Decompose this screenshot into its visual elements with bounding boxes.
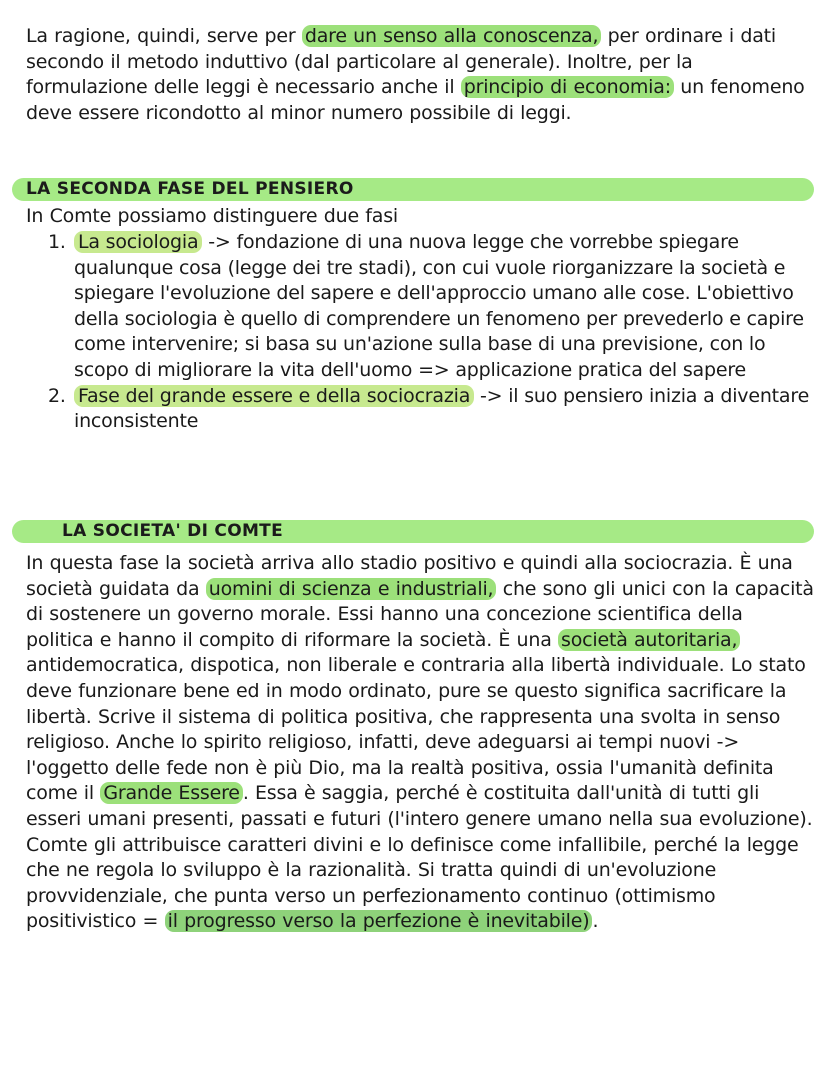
section-heading-seconda-fase [12,178,814,201]
section2-text-3: antidemocratica, dispotica, non liberale e contraria alla libertà individuale. Lo stato deve funzionare bene ed in modo ordinato, pure se questo significa sacrificare la libertà. Scrive il sistema di politica positiva, che rappresenta una svolta in senso religioso. Anche lo spirito religioso, infatti, deve adeguarsi ai tempi nuovi -> l'oggetto delle fede non è più Dio, ma la realtà positiva, ossia l'umanità definita come il [26,654,806,805]
highlight-grande-essere: Grande Essere [100,782,243,804]
section-heading-text: LA SOCIETA' DI COMTE [62,521,283,541]
highlight-principio-economia: principio di economia: [461,76,674,98]
intro-paragraph [26,24,816,126]
section2-paragraph [26,551,816,935]
list-number: 1. [48,231,66,253]
highlight-progresso-perfezione: il progresso verso la perfezione è inevitabile) [165,910,593,932]
list-item [26,230,816,384]
highlight-uomini-scienza: uomini di scienza e industriali, [206,578,497,600]
section1-lead: In Comte possiamo distinguere due fasi [26,205,399,227]
section2-text-4: . Essa è saggia, perché è costituita dall'unità di tutti gli esseri umani presenti, passati e futuri (l'intero genere umano nella sua evoluzione). Comte gli attribuisce caratteri divini e lo definisce come infallibile, perché la legge che ne regola lo sviluppo è la razionalità. Si tratta quindi di un'evoluzione provvidenziale, che punta verso un perfezionamento continuo (ottimismo positivistico = [26,782,813,933]
section2-text-5: . [592,910,599,933]
highlight-grande-essere-sociocrazia: Fase del grande essere e della sociocrazia [74,385,474,407]
highlight-societa-autoritaria: società autoritaria, [558,629,740,651]
list-item-text: -> il suo pensiero inizia a diventare inconsistente [74,384,810,433]
highlight-senso-conoscenza: dare un senso alla conoscenza, [302,25,602,47]
section-heading-societa-comte [12,520,814,543]
highlight-sociologia: La sociologia [74,231,202,253]
section2-text-2: che sono gli unici con la capacità di sostenere un governo morale. Essi hanno una concezione scientifica della politica e hanno il compito di riformare la società. È una [26,577,814,651]
section-heading-text: LA SECONDA FASE DEL PENSIERO [26,179,354,199]
intro-text-2: per ordinare i dati secondo il metodo induttivo (dal particolare al generale). Inoltre, per la formulazione delle leggi è necessario anche il [26,25,776,99]
section2-text-1: In questa fase la società arriva allo stadio positivo e quindi alla sociocrazia. È una società guidata da [26,552,793,600]
intro-text-3: un fenomeno deve essere ricondotto al minor numero possibile di leggi. [26,76,805,124]
intro-text-1: La ragione, quindi, serve per [26,25,302,47]
phases-list [26,230,816,435]
list-number: 2. [48,384,66,407]
list-item-text: -> fondazione di una nuova legge che vorrebbe spiegare qualunque cosa (legge dei tre stadi), con cui vuole riorganizzare la società e spiegare l'evoluzione del sapere e dell'approccio umano alle cose. L'obiettivo della sociologia è quello di comprendere un fenomeno per prevederlo e capire come intervenire; si basa su un'azione sulla base di una previsione, con lo scopo di migliorare la vita dell'uomo => applicazione pratica del sapere [74,231,804,381]
list-item [26,384,816,435]
